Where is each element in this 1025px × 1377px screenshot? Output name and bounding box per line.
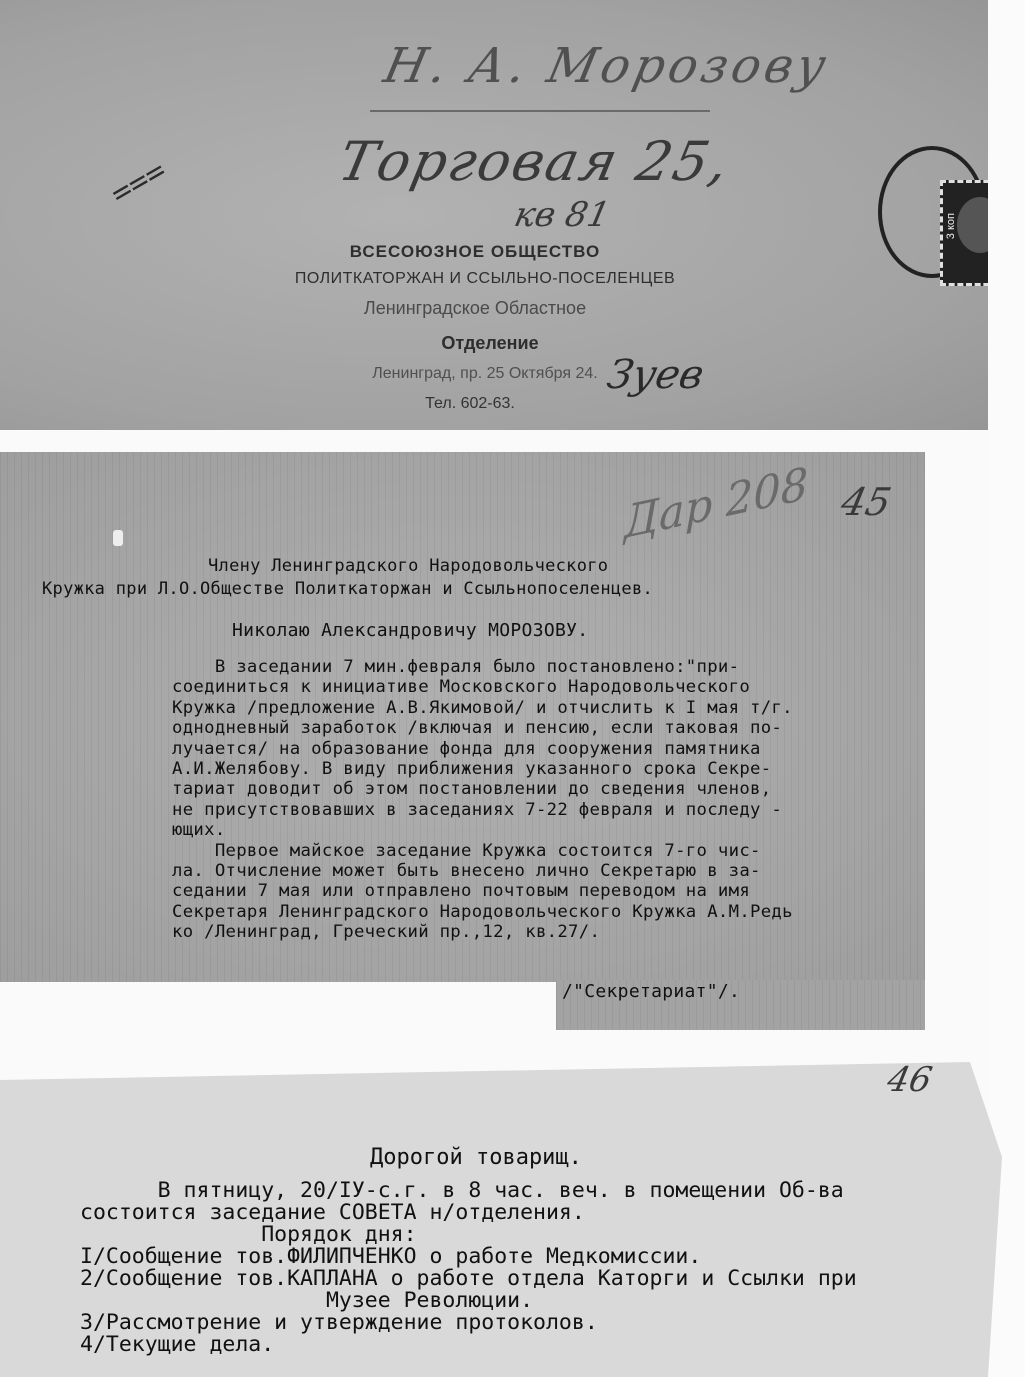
archive-mark: Дар 208 xyxy=(624,457,809,550)
notice-title: Дорогой товарищ. xyxy=(370,1145,582,1170)
letter-recipient: Николаю Александровичу МОРОЗОВУ. xyxy=(232,620,589,641)
notice-page-number: 46 xyxy=(883,1060,936,1100)
letter-signature: /"Секретариат"/. xyxy=(562,981,741,1002)
pencil-mark-icon: ⩶ xyxy=(101,148,173,212)
punch-hole-icon xyxy=(113,530,123,546)
return-stamp-address: Ленинград, пр. 25 Октября 24. xyxy=(372,365,598,382)
return-stamp-line4: Отделение xyxy=(441,333,539,353)
envelope-addressee: Н. А. Морозову xyxy=(379,38,835,94)
envelope-signature: Зуев xyxy=(603,352,708,398)
letter-body: В заседании 7 мин.февраля было постановлено:"при- соединиться к инициативе Московского Народовольческого Кружка /предложение А.В.Якимовой/ и отчислить к I мая т/г. однодневный заработок /включая и пенсию, если таковая по- лучается/ на образование фонда для сооружения памятника А.И.Желябову. В виду приближения указанного срока Секре- тариат доводит об этом постановлении до сведения членов, не присутствовавших в заседаниях 7-22 февраля и последу - ющих. Первое майское заседание Кружка состоится 7-го чис- ла. Отчисление может быть внесено лично Секретарю в за- седании 7 мая или отправлено почтовым переводом на имя Секретаря Ленинградского Народовольческого Кружка А.М.Редь ко /Ленинград, Греческий пр.,12, кв.27/. xyxy=(172,657,793,943)
return-stamp-line2: ПОЛИТКАТОРЖАН И ССЫЛЬНО-ПОСЕЛЕНЦЕВ xyxy=(294,270,676,287)
addressee-underline xyxy=(370,110,710,112)
postage-value: 3 коп xyxy=(945,213,957,240)
letter-address-line2: Кружка при Л.О.Обществе Политкаторжан и Ссыльнопоселенцев. xyxy=(42,579,654,599)
letter-address-line1: Члену Ленинградского Народовольческого xyxy=(208,556,609,576)
notice-body: В пятницу, 20/IУ-с.г. в 8 час. веч. в помещении Об-ва состоится заседание СОВЕТА н/отделения. Порядок дня: I/Сообщение тов.ФИЛИПЧЕНКО о работе Медкомиссии. 2/Сообщение тов.КАПЛАНА о работе отдела Каторги и Ссылки при Музее Революции. 3/Рассмотрение и утверждение протоколов. 4/Текущие дела. xyxy=(80,1178,857,1357)
return-stamp-phone: Тел. 602-63. xyxy=(425,395,515,412)
envelope-street: Торговая 25, xyxy=(333,130,737,193)
return-stamp-line3: Ленинградское Областное xyxy=(363,298,587,318)
envelope-apartment: кв 81 xyxy=(510,195,614,235)
return-stamp-line1: ВСЕСОЮЗНОЕ ОБЩЕСТВО xyxy=(349,242,601,261)
letter-page-number: 45 xyxy=(837,480,896,524)
